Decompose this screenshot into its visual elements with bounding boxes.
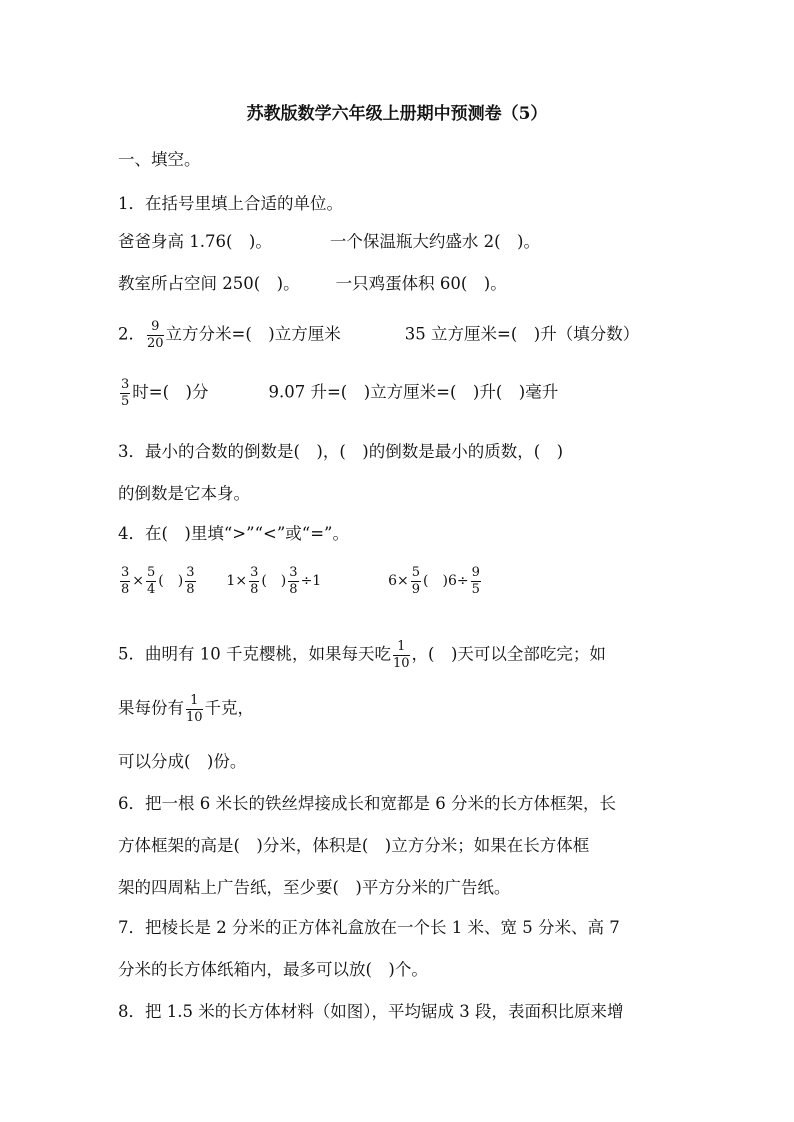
q7-line-1: 7．把棱长是 2 分米的正方体礼盒放在一个长 1 米、宽 5 分米、高 7 <box>118 918 620 937</box>
q5-line-3: 可以分成( )份。 <box>118 752 247 771</box>
section-heading-fill-blanks: 一、填空。 <box>118 150 201 169</box>
q7-line-2: 分米的长方体纸箱内，最多可以放( )个。 <box>118 960 428 979</box>
q4-expr-1: $\frac{3}{8}$ × $\frac{5}{4}$ ( ) $\frac{3}{8}$ <box>121 565 195 597</box>
q6-line-2: 方体框架的高是( )分米，体积是( )立方分米；如果在长方体框 <box>118 836 590 855</box>
fraction-1-10-b: $\frac{1}{10}$ <box>186 693 203 725</box>
q4-expr-3: 6× $\frac{5}{9}$ ( )6÷ $\frac{9}{5}$ <box>388 565 480 597</box>
fraction-1-10: $\frac{1}{10}$ <box>392 639 410 671</box>
page-title: 苏教版数学六年级上册期中预测卷（5） <box>246 104 548 124</box>
fraction-3-5: $\frac{3}{5}$ <box>121 377 130 409</box>
fraction-9-20: $\frac{9}{20}$ <box>147 319 164 351</box>
q1-line-a: 爸爸身高 1.76( )。 一个保温瓶大约盛水 2( )。 <box>118 232 540 251</box>
q2-line-2: $\frac{3}{5}$ 时=( )分 9.07 升=( )立方厘米=( )升( )毫升 <box>121 377 559 409</box>
q1-line-b: 教室所占空间 250( )。 一只鸡蛋体积 60( )。 <box>118 274 507 293</box>
q4-heading: 4．在( )里填“>”“<”或“=”。 <box>118 524 349 543</box>
q2-line-1: 2． $\frac{9}{20}$ 立方分米=( )立方厘米 35 立方厘米=( )升（填分数） <box>118 319 640 351</box>
q6-line-3: 架的四周粘上广告纸，至少要( )平方分米的广告纸。 <box>118 878 511 897</box>
q3-line-1: 3．最小的合数的倒数是( )，( )的倒数是最小的质数，( ) <box>118 442 564 461</box>
q3-line-2: 的倒数是它本身。 <box>118 484 250 503</box>
q6-line-1: 6．把一根 6 米长的铁丝焊接成长和宽都是 6 分米的长方体框架，长 <box>118 794 616 813</box>
q1-heading: 1．在括号里填上合适的单位。 <box>118 194 343 213</box>
q5-line-2: 果每份有 $\frac{1}{10}$ 千克， <box>118 693 255 725</box>
q4-expressions <box>118 566 483 596</box>
q8-line-1: 8．把 1.5 米的长方体材料（如图），平均锯成 3 段，表面积比原来增 <box>118 1002 624 1021</box>
q4-expr-2: 1× $\frac{3}{8}$ ( ) $\frac{3}{8}$ ÷1 <box>226 565 322 597</box>
q5-line-1: 5．曲明有 10 千克樱桃，如果每天吃 $\frac{1}{10}$ ，( )天可以全部吃完；如 <box>118 639 606 671</box>
